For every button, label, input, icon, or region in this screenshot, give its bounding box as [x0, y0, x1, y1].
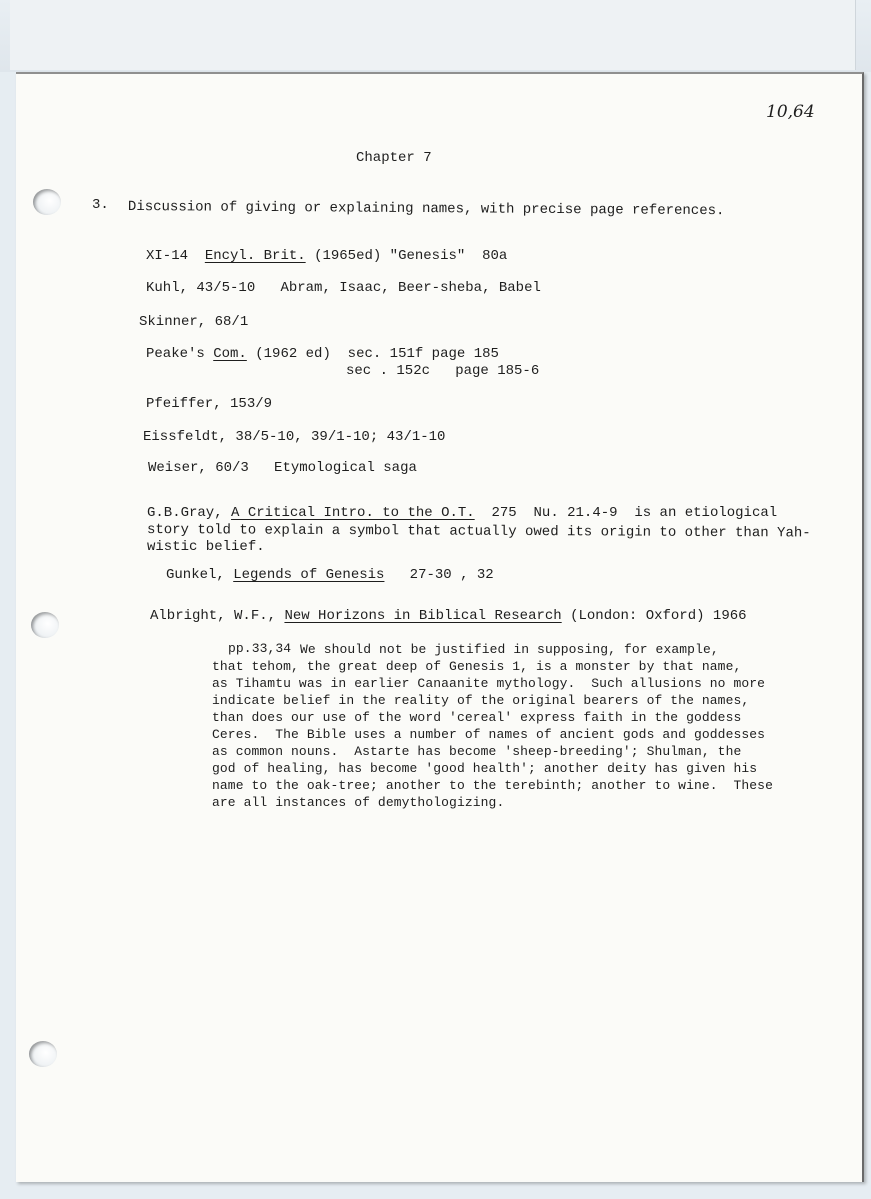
quote-line: that tehom, the great deep of Genesis 1, is a monster by that name,	[212, 659, 742, 674]
ref-albright	[150, 608, 747, 624]
quote-line: than does our use of the word 'cereal' express faith in the goddess	[212, 710, 742, 725]
binder-hole-bottom	[29, 1041, 57, 1067]
binder-hole-top	[33, 189, 61, 215]
ref-gray	[147, 505, 777, 521]
quote-line: as common nouns. Astarte has become 'sheep-breeding'; Shulman, the	[212, 744, 742, 759]
gunkel-pages: 27-30 , 32	[409, 567, 494, 583]
ref-encyl	[146, 248, 507, 264]
chapter-title: Chapter 7	[356, 150, 432, 166]
encyl-title: Encyl. Brit.	[204, 248, 306, 264]
item-text: Discussion of giving or explaining names, with precise page references.	[127, 199, 725, 220]
gray-title: A Critical Intro. to the O.T.	[231, 505, 475, 521]
gray-line3: wistic belief.	[147, 539, 265, 555]
gray-ref: Nu. 21.4-9	[533, 505, 618, 521]
gunkel-author: Gunkel,	[166, 567, 225, 583]
ref-gunkel	[166, 567, 494, 583]
peake-author: Peake's	[146, 346, 205, 362]
ref-kuhl	[146, 280, 541, 296]
encyl-code: XI-14	[146, 248, 189, 264]
kuhl-author: Kuhl, 43/5-10	[146, 280, 256, 296]
quote-line: as Tihamtu was in earlier Canaanite mythology. Such allusions no more	[212, 676, 766, 691]
item-number: 3.	[92, 197, 109, 213]
weiser-author: Weiser, 60/3	[148, 460, 249, 476]
quote-line: are all instances of demythologizing.	[212, 795, 505, 810]
quote-line: indicate belief in the reality of the original bearers of the names,	[212, 693, 750, 708]
weiser-note: Etymological saga	[274, 460, 417, 476]
handwritten-page-number: 10,64	[766, 102, 815, 122]
gray-line1-rest: is an etiological	[634, 505, 778, 521]
ref-pfeiffer: Pfeiffer, 153/9	[146, 396, 273, 412]
albright-author: Albright, W.F.,	[150, 608, 277, 624]
kuhl-names: Abram, Isaac, Beer-sheba, Babel	[280, 280, 541, 296]
gray-page: 275	[491, 505, 517, 521]
quote-line: We should not be justified in supposing, for example,	[300, 642, 719, 657]
quote-line: god of healing, has become 'good health'; another deity has given his	[212, 761, 758, 776]
ref-eissfeldt: Eissfeldt, 38/5-10, 39/1-10; 43/1-10	[143, 429, 446, 445]
encyl-page: 80a	[482, 248, 508, 264]
peake-title: Com.	[213, 346, 247, 362]
encyl-detail: (1965ed) "Genesis"	[314, 248, 466, 264]
quote-line: Ceres. The Bible uses a number of names of ancient gods and goddesses	[212, 727, 766, 742]
ref-weiser	[148, 460, 417, 476]
peake-edition: (1962 ed)	[255, 346, 331, 362]
document-page	[16, 72, 864, 1182]
peake-line2: sec . 152c page 185-6	[346, 363, 540, 379]
binder-hole-middle	[31, 612, 59, 638]
quote-pages: pp.33,34	[228, 641, 292, 656]
peake-line1: sec. 151f page 185	[347, 346, 499, 362]
quote-line: name to the oak-tree; another to the terebinth; another to wine. These	[212, 778, 773, 793]
ref-peake	[146, 346, 499, 362]
gunkel-title: Legends of Genesis	[233, 567, 385, 583]
gray-author: G.B.Gray,	[147, 505, 223, 521]
underlying-page	[10, 0, 856, 70]
albright-publisher: (London: Oxford) 1966	[570, 608, 747, 624]
albright-title: New Horizons in Biblical Research	[284, 608, 562, 624]
gray-line2: story told to explain a symbol that actually owed its origin to other than Yah-	[146, 522, 811, 542]
ref-skinner: Skinner, 68/1	[139, 314, 249, 330]
